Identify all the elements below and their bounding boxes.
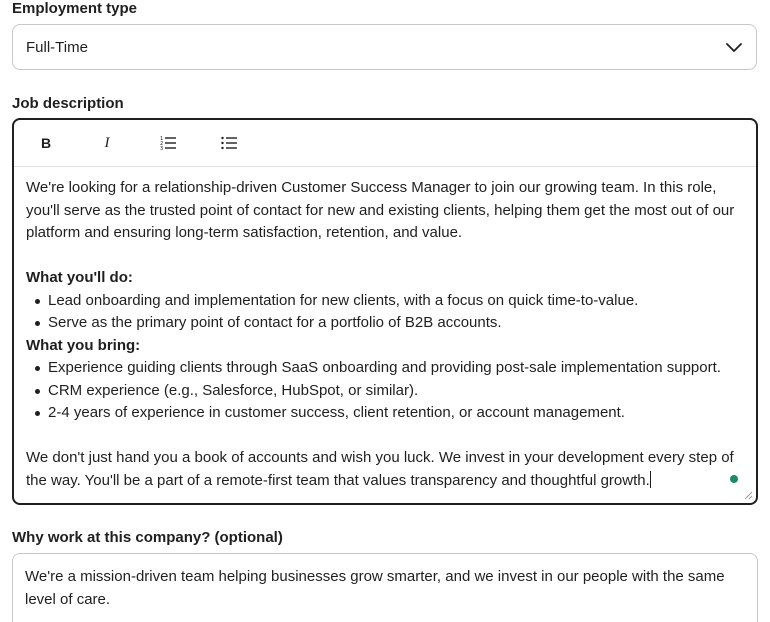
closing-text: We don't just hand you a book of accounts and wish you luck. We invest in your development every step of the way. You'll be a part of a remote-first team that values transparency and thoughtful growth. (26, 449, 734, 489)
list-item: 2-4 years of experience in customer success, client retention, or account management. (26, 402, 744, 425)
list-item: Serve as the primary point of contact for a portfolio of B2B accounts. (26, 312, 744, 335)
why-work-textarea[interactable] (12, 553, 758, 622)
section-heading-bring: What you bring: (26, 336, 141, 354)
employment-type-value: Full-Time (26, 38, 88, 56)
svg-text:3: 3 (160, 146, 164, 151)
employment-type-select[interactable] (12, 24, 757, 70)
status-dot (730, 475, 738, 483)
employment-type-label: Employment type (12, 0, 138, 17)
svg-text:1: 1 (160, 136, 164, 142)
editor-content[interactable] (14, 167, 756, 492)
bullet-list-button[interactable] (211, 126, 247, 160)
intro-paragraph: We're looking for a relationship-driven Customer Success Manager to join our growing team. In this role, you'll serve as the trusted point of contact for new and existing clients, helping them get the most out of our platform and ensuring long-term satisfaction, retention, and value. (26, 179, 735, 241)
svg-text:2: 2 (160, 141, 164, 147)
why-work-value: We're a mission-driven team helping businesses grow smarter, and we invest in our people with the same level of care. (25, 568, 725, 608)
bullet-list-icon (221, 135, 237, 151)
italic-button[interactable]: I (104, 134, 110, 151)
closing-paragraph (26, 447, 744, 492)
resize-handle-icon[interactable] (743, 490, 753, 500)
ordered-list-icon (160, 135, 176, 151)
editor-toolbar (14, 120, 756, 167)
list-item: Lead onboarding and implementation for new clients, with a focus on quick time-to-value. (26, 290, 744, 313)
job-description-editor[interactable] (12, 118, 758, 505)
chevron-down-icon (725, 41, 743, 53)
section-heading-do: What you'll do: (26, 269, 133, 286)
why-work-label: Why work at this company? (optional) (12, 529, 283, 546)
do-list (26, 290, 744, 335)
list-item: Experience guiding clients through SaaS onboarding and providing post-sale implementation support. (26, 357, 744, 380)
ordered-list-button[interactable] (150, 126, 186, 160)
job-description-label: Job description (12, 95, 124, 112)
bold-button[interactable]: B (40, 135, 52, 151)
list-item: CRM experience (e.g., Salesforce, HubSpot, or similar). (26, 380, 744, 403)
bring-list (26, 357, 744, 425)
text-caret (650, 471, 651, 488)
